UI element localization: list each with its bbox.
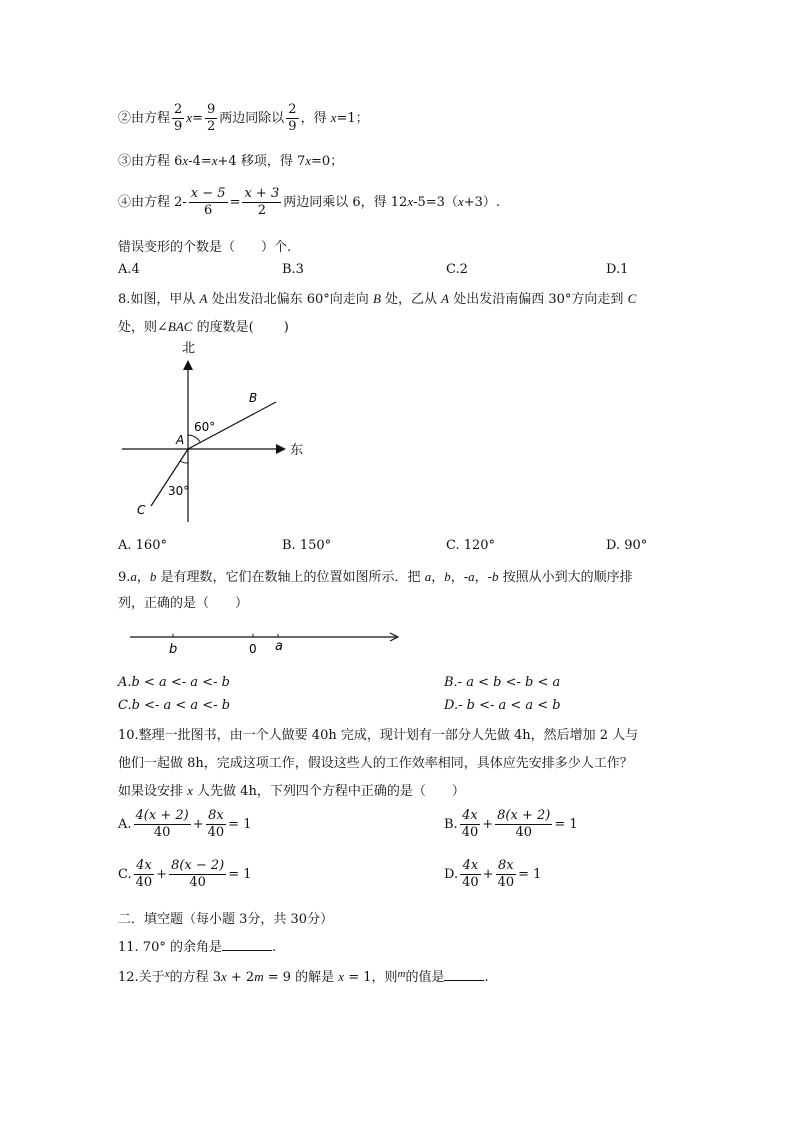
east-label: 东 — [290, 443, 304, 458]
q8-option-d[interactable]: D. 90° — [606, 538, 648, 553]
q10-option-d[interactable]: D. $\frac{4x}{40}$ + $\frac{8x}{40}$ = 1 — [444, 858, 542, 890]
fraction: $\frac{x - 5}{6}$ — [190, 186, 226, 218]
point-c-label: C — [137, 503, 146, 517]
compass-figure — [118, 338, 318, 528]
question-8-stem-line2: 处，则∠BAC 的度数是( ) — [118, 319, 289, 335]
question-8-stem-line1: 8.如图，甲从 A 处出发沿北偏东 60°向走向 B 处，乙从 A 处出发沿南偏西 30°方向走到 C — [118, 291, 637, 307]
answer-blank-11[interactable] — [222, 938, 272, 951]
fraction: $\frac{9}{2}$ — [206, 102, 216, 134]
question-10-stem-line3: 如果设安排 x 人先做 4h，下列四个方程中正确的是（ ） — [118, 783, 465, 799]
number-line — [128, 626, 404, 660]
q9-option-a[interactable]: A.b < a <- a <- b — [118, 675, 230, 690]
q7-option-a[interactable]: A.4 — [118, 262, 140, 277]
label-zero: 0 — [249, 642, 257, 656]
north-label: 北 — [182, 341, 196, 356]
q9-option-b[interactable]: B.- a < b <- b < a — [444, 675, 561, 690]
q8-option-a[interactable]: A. 160° — [118, 538, 167, 553]
q9-option-c[interactable]: C.b <- a < a <- b — [118, 698, 231, 713]
question-9-stem-line2: 列，正确的是（ ） — [118, 596, 249, 611]
label-a: a — [275, 639, 283, 654]
q7-option-b[interactable]: B.3 — [282, 262, 304, 277]
q9-option-d[interactable]: D.- b <- a < a < b — [444, 698, 561, 713]
label-b: b — [169, 642, 178, 657]
angle-arc-30 — [180, 461, 188, 463]
q8-option-c[interactable]: C. 120° — [446, 538, 496, 553]
answer-blank-12[interactable] — [444, 968, 484, 981]
q10-option-c[interactable]: C. $\frac{4x}{40}$ + $\frac{8(x - 2)}{40}$ = 1 — [118, 858, 252, 890]
statement-2: ②由方程 $\frac{2}{9}$ x= $\frac{9}{2}$ 两边同除以 $\frac{2}{9}$ ，得 x=1； — [118, 102, 369, 134]
angle-30-label: 30° — [168, 484, 190, 498]
statement-4: ④由方程 2- $\frac{x - 5}{6}$ = $\frac{x + 3}{2}$ 两边同乘以 6，得 12x-5=3（x+3）. — [118, 186, 500, 218]
angle-60-label: 60° — [194, 420, 216, 434]
section-2-heading: 二．填空题（每小题 3分，共 30分） — [118, 912, 334, 927]
question-9-stem-line1: 9.a，b 是有理数，它们在数轴上的位置如图所示．把 a，b，-a，-b 按照从小到大的顺序排 — [118, 569, 633, 585]
fraction: $\frac{x + 3}{2}$ — [244, 186, 280, 218]
angle-arc-60 — [188, 435, 200, 442]
question-10-stem-line2: 他们一起做 8h，完成这项工作，假设这些人的工作效率相同，具体应先安排多少人工作？ — [118, 756, 633, 771]
point-b-label: B — [249, 391, 258, 405]
question-11: 11. 70° 的余角是 . — [118, 940, 277, 955]
statement-3: ③由方程 6x-4=x+4 移项，得 7x=0； — [118, 153, 344, 169]
point-a-label: A — [176, 433, 185, 447]
question-12: 12.关于$^x$的方程 3x + 2m = 9 的解是 x = 1，则$^m$的值是 . — [118, 968, 489, 985]
q10-option-a[interactable]: A. $\frac{4(x + 2)}{40}$ + $\frac{8x}{40}$ = 1 — [118, 808, 252, 840]
fraction: $\frac{2}{9}$ — [288, 102, 297, 134]
fraction: $\frac{2}{9}$ — [174, 102, 183, 134]
q7-option-c[interactable]: C.2 — [446, 262, 468, 277]
q10-option-b[interactable]: B. $\frac{4x}{40}$ + $\frac{8(x + 2)}{40}$ = 1 — [444, 808, 578, 840]
question-10-stem-line1: 10.整理一批图书，由一个人做要 40h 完成，现计划有一部分人先做 4h，然后增加 2 人与 — [118, 728, 639, 743]
question-7-stem: 错误变形的个数是（ ）个. — [118, 240, 292, 255]
q8-option-b[interactable]: B. 150° — [282, 538, 332, 553]
q7-option-d[interactable]: D.1 — [606, 262, 629, 277]
